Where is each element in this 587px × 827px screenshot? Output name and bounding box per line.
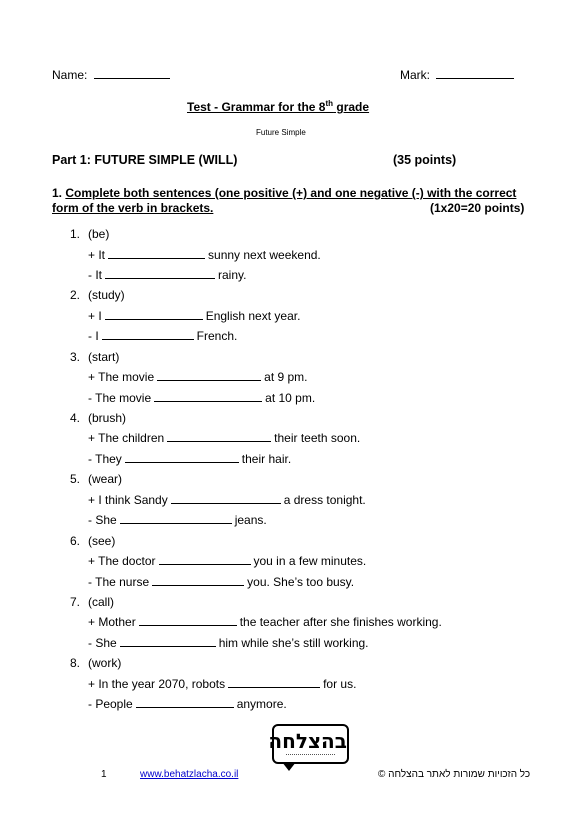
title-main: Test - Grammar for the 8 <box>187 100 326 114</box>
item-number: 5. <box>70 472 81 487</box>
positive-sentence <box>88 493 366 507</box>
positive-sentence <box>88 248 321 262</box>
sentence-end: a dress tonight. <box>283 492 366 507</box>
item-number: 2. <box>70 288 81 303</box>
negative-sentence <box>88 636 369 650</box>
sentence-start: - I <box>88 329 99 344</box>
exercise-item-header <box>70 656 121 670</box>
sentence-start: - The movie <box>88 390 152 405</box>
page-number: 1 <box>101 769 107 780</box>
title-end: grade <box>333 100 370 114</box>
page-subtitle: Future Simple <box>256 128 306 137</box>
sentence-end: rainy. <box>218 268 247 282</box>
positive-sentence <box>88 370 308 384</box>
instructions-text-2: form of the verb in brackets. <box>52 201 214 215</box>
logo-tagline-line <box>286 754 335 759</box>
sentence-end: their hair. <box>241 451 292 466</box>
sentence-start: + Mother <box>88 615 136 630</box>
item-verb: (call) <box>88 594 114 609</box>
sentence-end: him while she’s still working. <box>218 635 369 650</box>
exercise-item-header <box>70 472 122 486</box>
title-superscript: th <box>325 99 334 108</box>
mark-field <box>400 68 517 82</box>
answer-blank[interactable] <box>159 554 251 565</box>
sentence-end: for us. <box>323 676 357 691</box>
exercise-item-header <box>70 227 109 241</box>
sentence-start: + The children <box>88 431 165 446</box>
item-number: 1. <box>70 227 81 241</box>
positive-sentence <box>88 309 300 323</box>
sentence-end: their teeth soon. <box>274 431 361 446</box>
sentence-start: - She <box>88 513 117 528</box>
negative-sentence <box>88 391 315 405</box>
answer-blank[interactable] <box>105 309 203 320</box>
part1-points: (35 points) <box>393 153 457 167</box>
answer-blank[interactable] <box>108 248 205 259</box>
sentence-end: the teacher after she finishes working. <box>239 615 442 630</box>
item-verb: (brush) <box>88 410 127 425</box>
sentence-start: - The nurse <box>88 574 150 589</box>
mark-label: Mark: <box>400 68 430 82</box>
sentence-start: - They <box>88 451 122 466</box>
negative-sentence <box>88 575 354 589</box>
item-number: 8. <box>70 656 81 671</box>
negative-sentence <box>88 697 287 711</box>
exercise-item-header <box>70 595 114 609</box>
sentence-end: you. She’s too busy. <box>247 574 355 589</box>
instructions-score: (1x20=20 points) <box>430 201 525 215</box>
exercise-item-header <box>70 350 119 364</box>
answer-blank[interactable] <box>154 391 262 402</box>
answer-blank[interactable] <box>157 370 261 381</box>
part1-heading: Part 1: FUTURE SIMPLE (WILL) <box>52 153 238 167</box>
answer-blank[interactable] <box>102 329 194 340</box>
mark-blank[interactable] <box>436 68 514 79</box>
negative-sentence <box>88 452 291 466</box>
answer-blank[interactable] <box>105 268 215 279</box>
item-number: 6. <box>70 533 81 548</box>
sentence-end: sunny next weekend. <box>208 247 321 262</box>
sentence-end: at 9 pm. <box>264 370 308 385</box>
name-field <box>52 68 173 82</box>
behatzlacha-logo <box>268 724 349 764</box>
sentence-end: English next year. <box>205 308 301 323</box>
answer-blank[interactable] <box>167 431 271 442</box>
sentence-start: - She <box>88 635 117 650</box>
item-verb: (work) <box>88 656 122 671</box>
sentence-end: anymore. <box>236 697 287 712</box>
item-number: 4. <box>70 410 81 425</box>
positive-sentence <box>88 677 356 691</box>
instructions-text-1: Complete both sentences (one positive (+) and one negative (-) with the correct <box>65 186 517 200</box>
negative-sentence <box>88 513 267 527</box>
item-verb: (wear) <box>88 472 123 487</box>
answer-blank[interactable] <box>152 575 244 586</box>
sentence-start: - People <box>88 697 133 712</box>
sentence-end: at 10 pm. <box>265 390 316 405</box>
instructions-number: 1. <box>52 186 63 200</box>
item-number: 7. <box>70 594 81 609</box>
positive-sentence <box>88 554 366 568</box>
website-link[interactable]: www.behatzlacha.co.il <box>140 769 239 780</box>
positive-sentence <box>88 431 360 445</box>
answer-blank[interactable] <box>120 513 232 524</box>
sentence-start: + The doctor <box>88 554 156 568</box>
exercise-item-header <box>70 534 115 548</box>
sentence-end: you in a few minutes. <box>253 554 367 568</box>
negative-sentence <box>88 329 237 343</box>
answer-blank[interactable] <box>171 493 281 504</box>
sentence-start: + In the year 2070, robots <box>88 676 226 691</box>
name-blank[interactable] <box>94 68 170 79</box>
sentence-start: + I <box>88 308 102 323</box>
item-verb: (start) <box>88 349 120 364</box>
item-verb: (study) <box>88 288 125 303</box>
sentence-start: + I think Sandy <box>88 492 168 507</box>
instructions-line1 <box>52 186 516 200</box>
answer-blank[interactable] <box>120 636 216 647</box>
copyright-text: כל הזכויות שמורות לאתר בהצלחה © <box>378 769 531 780</box>
page-title <box>187 99 369 114</box>
item-verb: (be) <box>88 227 110 241</box>
sentence-end: French. <box>196 329 238 344</box>
exercise-item-header <box>70 411 126 425</box>
exercise-item-header <box>70 288 125 302</box>
positive-sentence <box>88 615 442 629</box>
sentence-start: + The movie <box>88 370 155 385</box>
logo-speech-tail <box>282 762 296 771</box>
name-label: Name: <box>52 68 88 82</box>
answer-blank[interactable] <box>228 677 320 688</box>
negative-sentence <box>88 268 246 282</box>
answer-blank[interactable] <box>136 697 234 708</box>
sentence-start: + It <box>88 247 106 262</box>
sentence-start: - It <box>88 268 102 282</box>
item-verb: (see) <box>88 533 116 548</box>
logo-text: בהצלחה <box>268 729 347 753</box>
sentence-end: jeans. <box>234 513 267 528</box>
answer-blank[interactable] <box>125 452 239 463</box>
item-number: 3. <box>70 349 81 364</box>
answer-blank[interactable] <box>139 615 237 626</box>
